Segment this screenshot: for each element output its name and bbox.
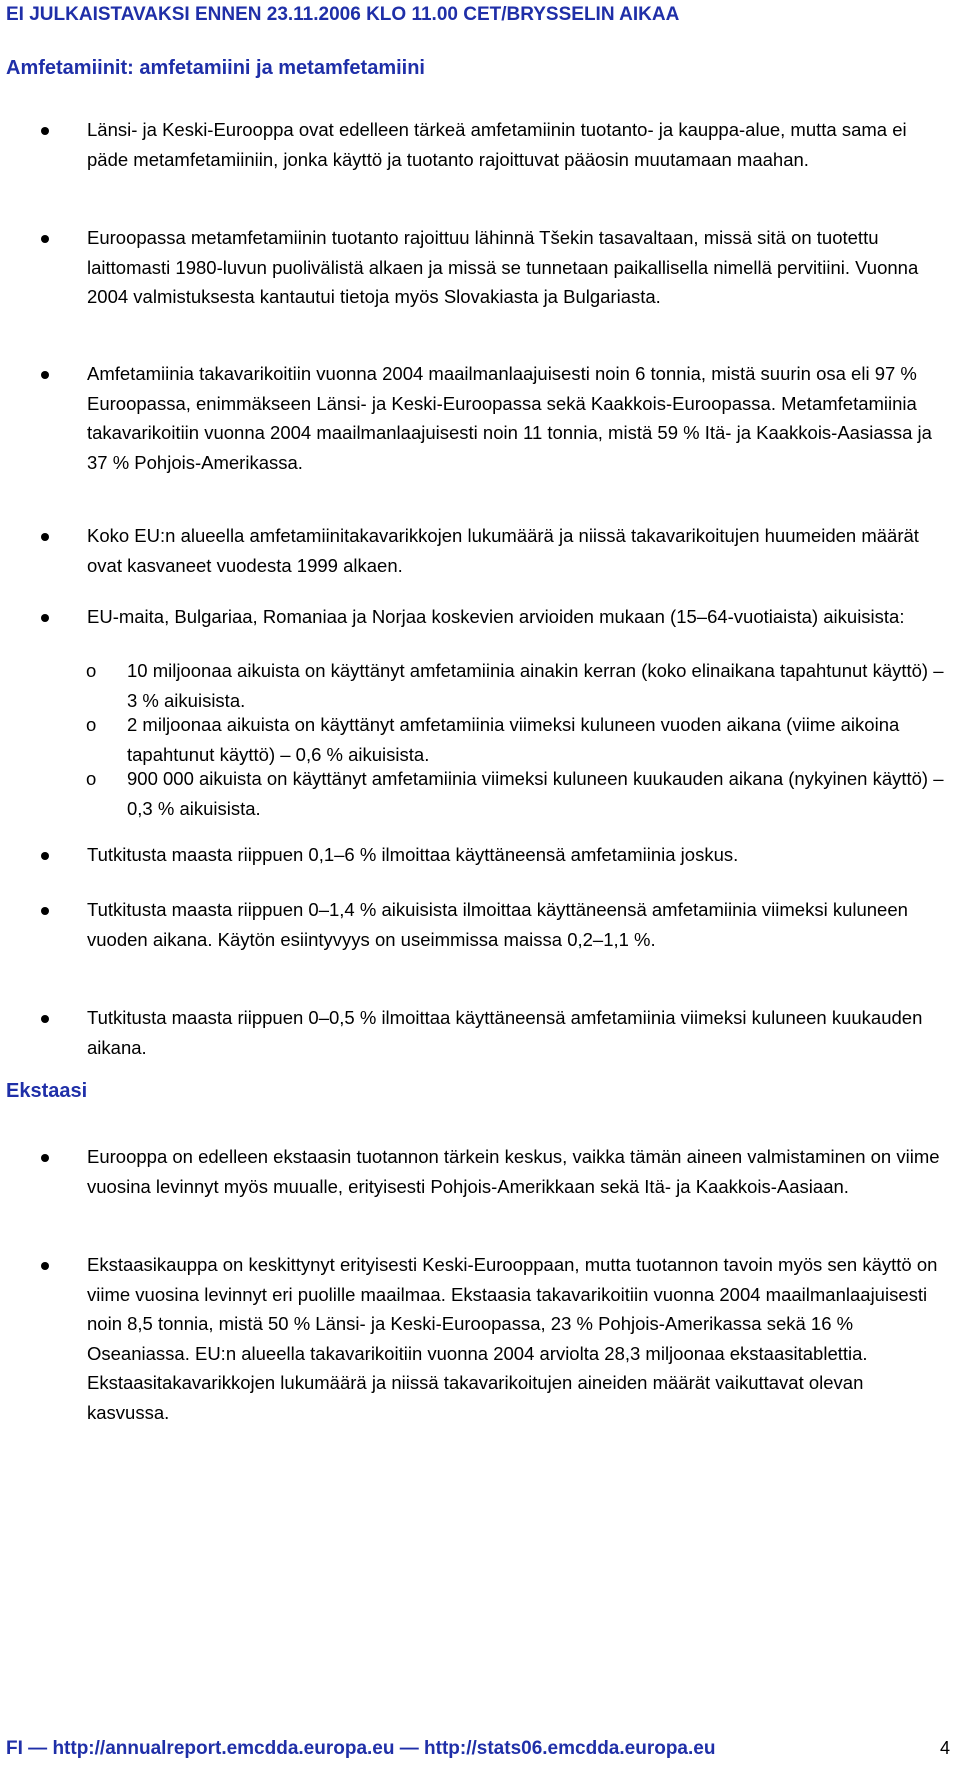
section-title-ecstasy: Ekstaasi xyxy=(6,1080,88,1102)
list-item-text: Länsi- ja Keski-Eurooppa ovat edelleen tärkeä amfetamiinin tuotanto- ja kauppa-alue, mutta sama ei päde metamfetamiiniin, jonka käyttö ja tuotanto rajoittuvat pääosin muutamaan maahan. xyxy=(87,119,907,170)
sub-list-item-text: 10 miljoonaa aikuista on käyttänyt amfetamiinia ainakin kerran (koko elinaikana tapahtunut käyttö) – 3 % aikuisista. xyxy=(127,660,944,711)
list-item-text: Ekstaasikauppa on keskittynyt erityisesti Keski-Eurooppaan, mutta tuotannon tavoin myös sen käyttö on viime vuosina levinnyt eri puolille maailmaa. Ekstaasia takavarikoitiin vuonna 2004 maailmanlaajuisesti noin 8,5 tonnia, mistä 50 % Länsi- ja Keski-Euroopassa, 23 % Pohjois-Amerikassa sekä 16 % Oseaniassa. EU:n alueella takavarikoitiin vuonna 2004 arviolta 28,3 miljoonaa ekstaasitablettia. Ekstaasitakavarikkojen lukumäärä ja niissä takavarikoitujen aineiden määrät vaikuttavat olevan kasvussa. xyxy=(87,1254,938,1423)
list-item-text: EU-maita, Bulgariaa, Romaniaa ja Norjaa koskevien arvioiden mukaan (15–64-vuotiaista) aikuisista: xyxy=(87,606,905,627)
list-item-text: Tutkitusta maasta riippuen 0,1–6 % ilmoittaa käyttäneensä amfetamiinia joskus. xyxy=(87,844,739,865)
sub-bullet-marker: o xyxy=(86,768,97,789)
embargo-header: EI JULKAISTAVAKSI ENNEN 23.11.2006 KLO 11.00 CET/BRYSSELIN AIKAA xyxy=(6,4,680,25)
list-item-text: Euroopassa metamfetamiinin tuotanto rajoittuu lähinnä Tšekin tasavaltaan, missä sitä on tuotettu laittomasti 1980-luvun puolivälistä alkaen ja missä se tunnetaan paikallisella nimellä pervitiini. Vuonna 2004 valmistuksesta kantautui tietoja myös Slovakiasta ja Bulgariasta. xyxy=(87,227,919,307)
sub-list-item-text: 900 000 aikuista on käyttänyt amfetamiinia viimeksi kuluneen kuukauden aikana (nykyinen käyttö) – 0,3 % aikuisista. xyxy=(127,768,944,819)
list-item-text: Koko EU:n alueella amfetamiinitakavarikkojen lukumäärä ja niissä takavarikoitujen huumeiden määrät ovat kasvaneet vuodesta 1999 alkaen. xyxy=(87,525,919,576)
sub-bullet-marker: o xyxy=(86,714,97,735)
bullet-icon xyxy=(41,1154,49,1162)
bullet-icon xyxy=(41,614,49,622)
bullet-icon xyxy=(41,371,49,379)
bullet-icon xyxy=(41,533,49,541)
sub-bullet-marker: o xyxy=(86,660,97,681)
bullet-icon xyxy=(41,852,49,860)
bullet-icon xyxy=(41,127,49,135)
list-item-text: Eurooppa on edelleen ekstaasin tuotannon tärkein keskus, vaikka tämän aineen valmistaminen on viime vuosina levinnyt myös muualle, erityisesti Pohjois-Amerikkaan sekä Itä- ja Kaakkois-Aasiaan. xyxy=(87,1146,940,1197)
bullet-icon xyxy=(41,1015,49,1023)
section-title-amphetamines: Amfetamiinit: amfetamiini ja metamfetamiini xyxy=(6,57,425,79)
bullet-icon xyxy=(41,1262,49,1270)
list-item-text: Tutkitusta maasta riippuen 0–1,4 % aikuisista ilmoittaa käyttäneensä amfetamiinia viimeksi kuluneen vuoden aikana. Käytön esiintyvyys on useimmissa maissa 0,2–1,1 %. xyxy=(87,899,908,950)
bullet-icon xyxy=(41,235,49,243)
list-item-text: Amfetamiinia takavarikoitiin vuonna 2004 maailmanlaajuisesti noin 6 tonnia, mistä suurin osa eli 97 % Euroopassa, enimmäkseen Länsi- ja Keski-Euroopassa sekä Kaakkois-Euroopassa. Metamfetamiinia takavarikoitiin vuonna 2004 maailmanlaajuisesti noin 11 tonnia, mistä 59 % Itä- ja Kaakkois-Aasiassa ja 37 % Pohjois-Amerikassa. xyxy=(87,363,932,473)
sub-list-item-text: 2 miljoonaa aikuista on käyttänyt amfetamiinia viimeksi kuluneen vuoden aikana (viime aikoina tapahtunut käyttö) – 0,6 % aikuisista. xyxy=(127,714,900,765)
page-number: 4 xyxy=(939,1738,950,1758)
list-item-text: Tutkitusta maasta riippuen 0–0,5 % ilmoittaa käyttäneensä amfetamiinia viimeksi kuluneen kuukauden aikana. xyxy=(87,1007,923,1058)
bullet-icon xyxy=(41,907,49,915)
footer-links: FI — http://annualreport.emcdda.europa.eu — http://stats06.emcdda.europa.eu xyxy=(6,1738,716,1759)
